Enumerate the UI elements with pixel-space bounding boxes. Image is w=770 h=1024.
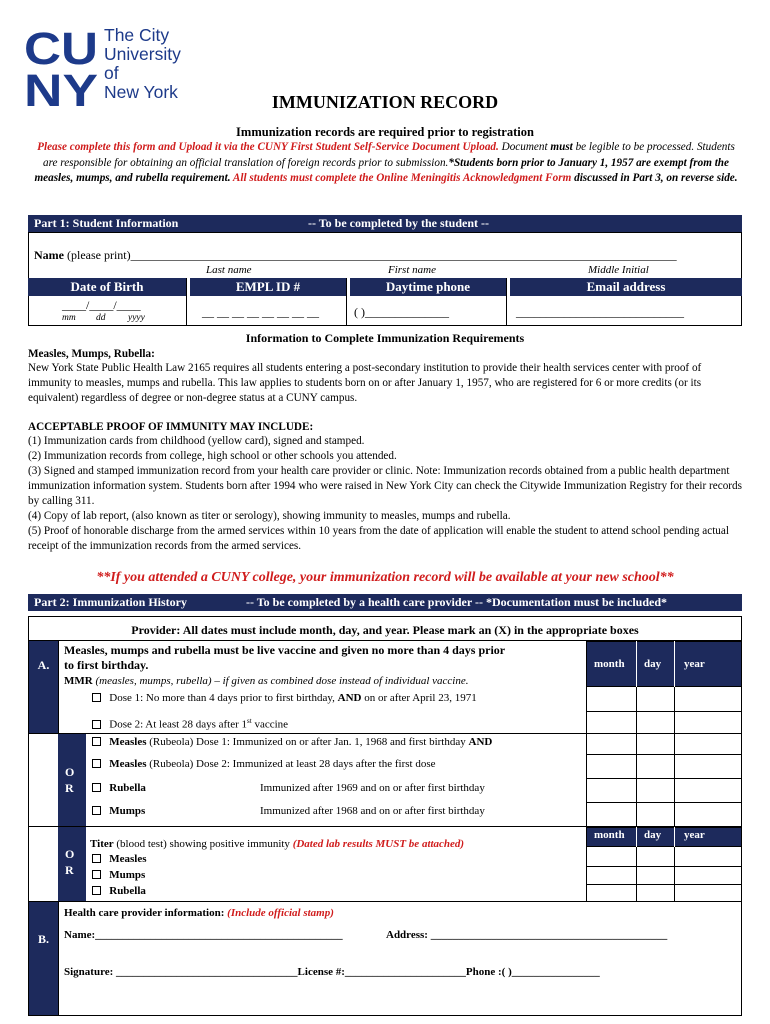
provider-note: Provider: All dates must include month, day, and year. Please mark an (X) in the appropriate boxes bbox=[131, 623, 639, 637]
dob-mm-label: mm bbox=[62, 313, 76, 323]
proof-heading: ACCEPTABLE PROOF OF IMMUNITY MAY INCLUDE: bbox=[28, 421, 314, 433]
or-label-2: O R bbox=[65, 847, 75, 877]
middle-initial-label: Middle Initial bbox=[588, 264, 649, 276]
part2-header: Part 2: Immunization History -- To be completed by a health care provider -- *Documentation must be included* bbox=[28, 594, 742, 611]
mumps-text: Immunized after 1968 and on or after first birthday bbox=[260, 805, 485, 817]
email-header: Email address bbox=[510, 278, 742, 296]
titer-year-header: year bbox=[684, 829, 705, 841]
titer-rubella-row[interactable]: Rubella bbox=[92, 885, 146, 897]
svg-text:CU: CU bbox=[24, 26, 98, 74]
year-header: year bbox=[684, 658, 705, 670]
measles-dose1-checkbox[interactable] bbox=[92, 737, 101, 746]
mmr-text: New York State Public Health Law 2165 requires all students entering a post-secondary institution to provide their health services center with proof of immunity to measles, mumps and rubella. This law applies to students born on or after January 1, 1957, who are registered for 6 or more credits (or its equivalent) regardless of degree or non-degree status at a CUNY campus. bbox=[28, 362, 702, 404]
dose1-checkbox[interactable] bbox=[92, 693, 101, 702]
mmr-row: MMR (measles, mumps, rubella) – if given as combined dose instead of individual vaccine. bbox=[64, 675, 469, 687]
titer-measles-checkbox[interactable] bbox=[92, 854, 101, 863]
mumps-row[interactable]: Mumps bbox=[92, 805, 145, 817]
page-title: IMMUNIZATION RECORD bbox=[271, 92, 499, 112]
measles-dose2-row[interactable]: Measles (Rubeola) Dose 2: Immunized at least 28 days after the first dose bbox=[92, 758, 436, 770]
titer-mumps-checkbox[interactable] bbox=[92, 870, 101, 879]
hcp-name-field[interactable]: Name:_____________________________________________ bbox=[64, 929, 343, 941]
hcp-heading: Health care provider information: (Include official stamp) bbox=[64, 907, 334, 919]
empl-header: EMPL ID # bbox=[190, 278, 346, 296]
cuny-note: **If you attended a CUNY college, your immunization record will be available at your new school** bbox=[96, 570, 674, 585]
proof-item: (4) Copy of lab report, (also known as titer or serology), showing immunity to measles, mumps and rubella. bbox=[28, 510, 511, 522]
proof-item: (1) Immunization cards from childhood (yellow card), signed and stamped. bbox=[28, 435, 365, 447]
intro-text: Please complete this form and Upload it via the CUNY First Student Self-Service Document Upload. Document must be legible to be processed. Students are responsible for obtaining an official translation of foreign records prior to submission.*Students born prior to January 1, 1957 are exempt from the measles, mumps, and rubella requirement. All students must complete the Online Meningitis Acknowledgment Form discussed in Part 3, on reverse side. bbox=[34, 141, 738, 184]
measles-dose2-checkbox[interactable] bbox=[92, 759, 101, 768]
last-name-label: Last name bbox=[206, 264, 252, 276]
measles-dose1-row[interactable]: Measles (Rubeola) Dose 1: Immunized on or after Jan. 1, 1968 and first birthday AND bbox=[92, 736, 492, 748]
name-row[interactable]: Name (please print)___________________________________________________________________________________________ bbox=[34, 248, 677, 262]
phone-header: Daytime phone bbox=[350, 278, 506, 296]
first-name-label: First name bbox=[388, 264, 436, 276]
mumps-checkbox[interactable] bbox=[92, 806, 101, 815]
titer-mumps-row[interactable]: Mumps bbox=[92, 869, 145, 881]
rubella-checkbox[interactable] bbox=[92, 783, 101, 792]
empl-input[interactable]: __ __ __ __ __ __ __ __ bbox=[202, 305, 319, 319]
dob-input[interactable]: ____/____/____ bbox=[62, 298, 141, 312]
proof-item: (5) Proof of honorable discharge from the armed services within 10 years from the date of application will enable the student to attend school pending actual receipt of the immunization records from the armed services. bbox=[28, 525, 729, 552]
cuny-logo-name: The City University of New York bbox=[104, 25, 181, 102]
titer-rubella-checkbox[interactable] bbox=[92, 886, 101, 895]
section-b-label: B. bbox=[29, 902, 58, 1015]
part1-header: Part 1: Student Information -- To be completed by the student -- bbox=[28, 215, 742, 232]
dob-header: Date of Birth bbox=[28, 278, 186, 296]
rubella-row[interactable]: Rubella bbox=[92, 782, 146, 794]
hcp-signature-row[interactable]: Signature: _________________________________License #:______________________Phone :( )________________ bbox=[64, 966, 600, 978]
dob-yyyy-label: yyyy bbox=[128, 313, 145, 323]
titer-month-header: month bbox=[594, 829, 625, 841]
titer-day-header: day bbox=[644, 829, 662, 841]
dose2-checkbox[interactable] bbox=[92, 720, 101, 729]
proof-item: (3) Signed and stamped immunization record from your health care provider or clinic. Note: Immunization records obtained from a public health department immunization information system. Students born after 1994 who were raised in New York City can check the Citywide Immunization Registry for their records by calling 311. bbox=[28, 465, 742, 507]
dose2-row[interactable]: Dose 2: At least 28 days after 1st vaccine bbox=[92, 717, 288, 731]
hcp-address-field[interactable]: Address: ___________________________________________ bbox=[386, 929, 668, 941]
proof-item: (2) Immunization records from college, high school or other schools you attended. bbox=[28, 450, 397, 462]
month-header: month bbox=[594, 658, 625, 670]
section-a-label: A. bbox=[29, 640, 58, 733]
titer-measles-row[interactable]: Measles bbox=[92, 853, 147, 865]
rubella-text: Immunized after 1969 and on or after first birthday bbox=[260, 782, 485, 794]
phone-input[interactable]: ( )______________ bbox=[354, 305, 449, 319]
day-header: day bbox=[644, 658, 662, 670]
or-label-1: O R bbox=[65, 765, 75, 795]
proof-list bbox=[28, 434, 744, 554]
svg-text:NY: NY bbox=[24, 65, 98, 108]
page-subtitle: Immunization records are required prior to registration bbox=[236, 125, 534, 139]
info-heading: Information to Complete Immunization Requirements bbox=[245, 331, 525, 345]
mmr-heading: Measles, Mumps, Rubella: bbox=[28, 348, 155, 360]
email-input[interactable]: ____________________________ bbox=[516, 305, 684, 319]
titer-row: Titer (blood test) showing positive immunity (Dated lab results MUST be attached) bbox=[90, 838, 465, 850]
dob-dd-label: dd bbox=[96, 313, 106, 323]
section-a-heading: Measles, mumps and rubella must be live vaccine and given no more than 4 days prior to first birthday. bbox=[64, 643, 506, 672]
dose1-row[interactable]: Dose 1: No more than 4 days prior to first birthday, AND on or after April 23, 1971 bbox=[92, 692, 477, 704]
